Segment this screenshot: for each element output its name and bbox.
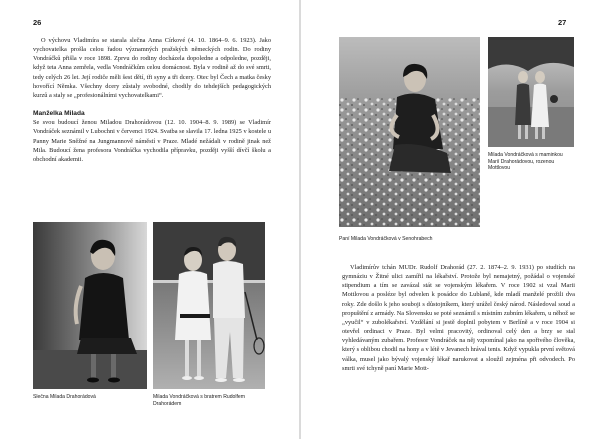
caption-photo-4: Milada Vondráčková s maminkou Marií Drahorádovou, rozenou Mottlovou [488,152,563,172]
caption-photo-1: Slečna Milada Drahorádová [33,394,96,400]
subheading-manzelka: Manželka Milada [33,110,85,118]
page-number-left: 26 [33,18,42,27]
caption-photo-3: Paní Milada Vondráčková v Senohrabech [339,236,433,242]
caption-photo-2: Milada Vondráčková s bratrem Rudolfem Drahorádem [153,394,246,407]
photo-milada-and-mother [488,37,574,147]
left-text-block [33,36,271,164]
page-number-right: 27 [558,18,567,27]
right-page [300,0,600,439]
photo-milada-in-field [339,37,480,227]
paragraph-milada: Se svou budoucí ženou Miladou Drahorádovou (12. 10. 1904–8. 9. 1989) se Vladimír Vondráček seznámil v Lubochni v červenci 1924. Svatba se slavila 17. ledna 1925 v kostele u Panny Marie Sněžné na Jungmannově náměstí v Praze. Mladé nežádali v rodině jinak než Mila. Budoucí žena profesora Vondráčka vychodila přípravku, později vyšší dívčí školu a obchodní akademii. [33,119,271,163]
photo-milada-and-brother [153,222,265,389]
right-text-block [342,263,575,373]
paragraph-vychovatelka: O výchovu Vladimíra se starala slečna Anna Církové (4. 10. 1864–9. 6. 1923). Jako vychovatelka prošla celou řadou významných pražských německých rodin. Do rodiny Vondráčků přišla v roce 1898. Zprvu do rodiny docházela dopoledne a odpoledne, později, když teta Anna zemřela, vedla Vondráčkům celou domácnost. Byla v rodině až do své smrti, tedy celých 26 let. Její rodiče měli šest dětí, tři syny a tři dcery. Otec byl Čech a matka česky hovořící Němka. Všechny dcery zůstaly svobodné, chodily do tehdejších pedagogických kurzů a staly se „profesionálními vychovatelkami“. [33,37,271,99]
paragraph-drahorad: Vladimírův tchán MUDr. Rudolf Drahorád (27. 2. 1874–2. 9. 1931) po studiích na gymnáziu v Žitné ulici zamířil na lékařství. Protože byl nemajetný, požádal o vojenské stipendium a tím se zavázal stát se vojenským lékařem. V roce 1902 si vzal Marii Mottlovou a posléze byl odvelen k posádce do Lublaně, kde mladí manželé prožili dva roky. Zde došlo k jeho souboji s důstojníkem, který urážel český národ. Následoval soud a propuštění z armády. Na Slovensku se poté seznámil s místním zubním lékařem, u něhož se „vyučil“ v zubolékařství. Vzdělání si jestě doplnil pobytem v Berlíně a v roce 1904 si otevřel ordinaci v Praze. Byl velmi pracovitý, ordinoval celý den a brzy se stal vyhledávaným zubařem. Profesor Vondráček na něj vzpomínal jako na spořivého člověka, který s oblibou chodil na hony a v létě v Jevanech hrával tenis. Když vypukla první světová válka, musel jako bývalý vojenský lékař narukovat a sloužil zejména při odvodech. Po smrti své tchyně paní Marie Mott- [342,264,575,372]
photo-milada-standing [33,222,147,389]
